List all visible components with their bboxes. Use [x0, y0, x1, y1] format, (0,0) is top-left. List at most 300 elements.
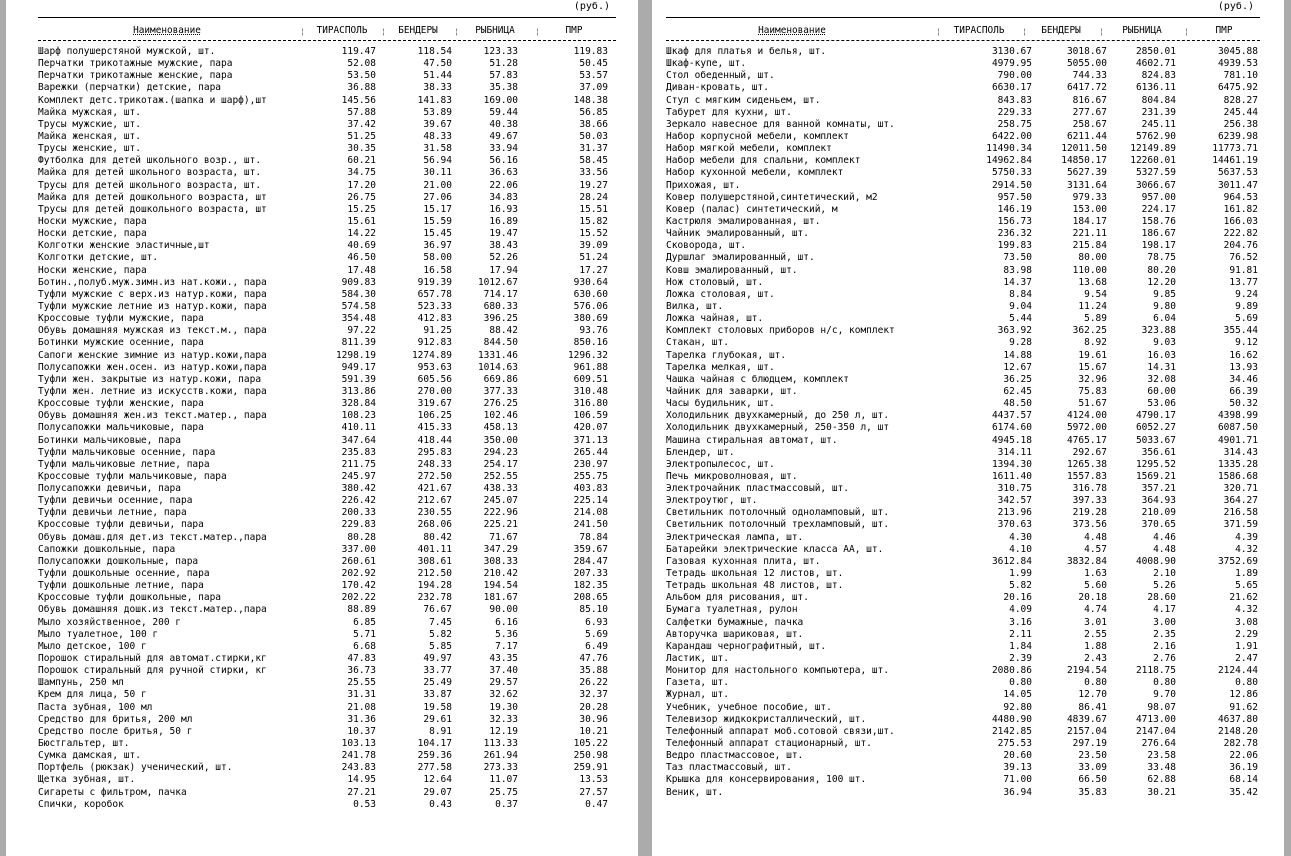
- item-name: Чайник для заварки, шт.: [666, 385, 798, 397]
- table-row: [38, 167, 616, 179]
- item-name: Телефонный аппарат стационарный, шт.: [666, 738, 872, 750]
- price-pmr: 47.76: [579, 653, 608, 665]
- price-pmr: 78.84: [579, 531, 608, 543]
- item-name: Мыло хозяйственное, 200 г: [38, 616, 181, 628]
- price-bendery: 5.82: [429, 628, 452, 640]
- item-name: Прихожая, шт.: [666, 179, 741, 191]
- price-tiraspol: 14.95: [347, 774, 376, 786]
- price-pmr: 182.35: [573, 580, 608, 592]
- price-tiraspol: 202.22: [341, 592, 376, 604]
- item-name: Журнал, шт.: [666, 689, 729, 701]
- price-rybnitsa: 5327.59: [1135, 167, 1176, 179]
- price-pmr: 320.71: [1223, 483, 1258, 495]
- price-rybnitsa: 669.86: [483, 373, 518, 385]
- item-name: Футболка для детей школьного возр., шт.: [38, 155, 262, 167]
- price-bendery: 4839.67: [1066, 713, 1107, 725]
- table-row: [38, 313, 616, 325]
- price-bendery: 3.01: [1084, 616, 1107, 628]
- price-bendery: 2.43: [1084, 653, 1107, 665]
- price-pmr: 2.47: [1235, 653, 1258, 665]
- price-bendery: 194.28: [417, 580, 452, 592]
- table-row: [666, 762, 1260, 774]
- price-bendery: 15.59: [423, 215, 452, 227]
- price-bendery: 397.33: [1072, 495, 1107, 507]
- item-name: Варежки (перчатки) детские, пара: [38, 82, 222, 94]
- item-name: Сигареты с фильтром, пачка: [38, 786, 187, 798]
- price-pmr: 359.67: [573, 543, 608, 555]
- price-rybnitsa: 231.39: [1141, 106, 1176, 118]
- price-tiraspol: 328.84: [341, 398, 376, 410]
- item-name: Чайник эмалированный, шт.: [666, 228, 809, 240]
- price-tiraspol: 354.48: [341, 313, 376, 325]
- table-row: [38, 131, 616, 143]
- table-row: [666, 556, 1260, 568]
- table-body: [666, 46, 1260, 799]
- price-bendery: 373.56: [1072, 519, 1107, 531]
- header-separator: ¦: [300, 27, 305, 36]
- table-row: [38, 337, 616, 349]
- price-bendery: 362.25: [1072, 325, 1107, 337]
- price-bendery: 30.11: [423, 167, 452, 179]
- price-bendery: 104.17: [417, 738, 452, 750]
- price-pmr: 37.09: [579, 82, 608, 94]
- table-row: [38, 289, 616, 301]
- price-tiraspol: 37.42: [347, 118, 376, 130]
- item-name: Электроутюг, шт.: [666, 495, 758, 507]
- price-tiraspol: 370.63: [997, 519, 1032, 531]
- price-pmr: 106.59: [573, 410, 608, 422]
- table-row: [666, 459, 1260, 471]
- item-name: Набор мебели для спальни, комплект: [666, 155, 861, 167]
- price-pmr: 3011.47: [1217, 179, 1258, 191]
- price-rybnitsa: 276.25: [483, 398, 518, 410]
- price-tiraspol: 584.30: [341, 288, 376, 300]
- price-rybnitsa: 5.26: [1153, 580, 1176, 592]
- price-tiraspol: 313.86: [341, 385, 376, 397]
- price-bendery: 215.84: [1072, 240, 1107, 252]
- item-name: Носки мужские, пара: [38, 215, 147, 227]
- price-pmr: 4637.80: [1217, 713, 1258, 725]
- price-rybnitsa: 59.44: [489, 106, 518, 118]
- table-row: [38, 70, 616, 82]
- table-row: [666, 507, 1260, 519]
- item-name: Обувь домашняя мужская из текст.м., пара: [38, 325, 267, 337]
- item-name: Кастрюля эмалированная, шт.: [666, 215, 821, 227]
- price-rybnitsa: 6052.27: [1135, 422, 1176, 434]
- header-bottom-rule: [38, 40, 616, 41]
- price-tiraspol: 92.80: [1003, 701, 1032, 713]
- price-pmr: 21.62: [1229, 592, 1258, 604]
- price-pmr: 6475.92: [1217, 82, 1258, 94]
- item-name: Колготки женские эластичные,шт: [38, 240, 210, 252]
- price-rybnitsa: 5033.67: [1135, 434, 1176, 446]
- price-pmr: 4939.53: [1217, 58, 1258, 70]
- price-rybnitsa: 2147.04: [1135, 725, 1176, 737]
- table-top-rule: [38, 17, 616, 18]
- price-rybnitsa: 714.17: [483, 288, 518, 300]
- price-pmr: 34.46: [1229, 373, 1258, 385]
- header-pmr: ПМР: [565, 25, 583, 36]
- price-tiraspol: 591.39: [341, 373, 376, 385]
- price-bendery: 38.33: [423, 82, 452, 94]
- price-tiraspol: 199.83: [997, 240, 1032, 252]
- price-pmr: 31.37: [579, 143, 608, 155]
- item-name: Светильник потолочный одноламповый, шт.: [666, 507, 890, 519]
- header-tiraspol: ТИРАСПОЛЬ: [953, 25, 1005, 36]
- table-row: [666, 386, 1260, 398]
- price-tiraspol: 4.10: [1009, 543, 1032, 555]
- price-pmr: 16.62: [1229, 349, 1258, 361]
- price-tiraspol: 88.89: [347, 604, 376, 616]
- price-rybnitsa: 19.30: [489, 701, 518, 713]
- price-rybnitsa: 28.60: [1147, 592, 1176, 604]
- table-row: [666, 192, 1260, 204]
- table-row: [666, 398, 1260, 410]
- price-rybnitsa: 33.94: [489, 143, 518, 155]
- table-row: [666, 617, 1260, 629]
- price-pmr: 310.48: [573, 385, 608, 397]
- price-bendery: 21.00: [423, 179, 452, 191]
- item-name: Шкаф для платья и белья, шт.: [666, 46, 827, 57]
- price-bendery: 4.48: [1084, 531, 1107, 543]
- table-row: [38, 192, 616, 204]
- table-row: [38, 58, 616, 70]
- price-tiraspol: 15.61: [347, 215, 376, 227]
- price-tiraspol: 236.32: [997, 228, 1032, 240]
- price-tiraspol: 46.50: [347, 252, 376, 264]
- item-name: Туфли девичьи осенние, пара: [38, 495, 193, 507]
- price-tiraspol: 5.44: [1009, 313, 1032, 325]
- price-rybnitsa: 12260.01: [1130, 155, 1176, 167]
- price-rybnitsa: 6136.11: [1135, 82, 1176, 94]
- item-name: Ботинки мальчиковые, пара: [38, 434, 181, 446]
- price-pmr: 5.69: [1235, 313, 1258, 325]
- table-row: [666, 592, 1260, 604]
- price-bendery: 76.67: [423, 604, 452, 616]
- price-tiraspol: 27.21: [347, 786, 376, 798]
- price-tiraspol: 909.83: [341, 276, 376, 288]
- price-bendery: 36.97: [423, 240, 452, 252]
- price-rybnitsa: 5762.90: [1135, 130, 1176, 142]
- price-tiraspol: 36.88: [347, 82, 376, 94]
- price-pmr: 403.83: [573, 483, 608, 495]
- price-rybnitsa: 370.65: [1141, 519, 1176, 531]
- item-name: Портфель (рюкзак) ученический, шт.: [38, 762, 233, 774]
- table-row: [38, 155, 616, 167]
- table-row: [666, 374, 1260, 386]
- table-row: [38, 787, 616, 799]
- price-rybnitsa: 225.21: [483, 519, 518, 531]
- price-rybnitsa: 0.80: [1153, 677, 1176, 689]
- header-name: Наименование: [758, 25, 826, 36]
- price-pmr: 51.24: [579, 252, 608, 264]
- price-tiraspol: 275.53: [997, 738, 1032, 750]
- price-rybnitsa: 36.63: [489, 167, 518, 179]
- price-rybnitsa: 357.21: [1141, 483, 1176, 495]
- price-tiraspol: 258.75: [997, 118, 1032, 130]
- price-bendery: 219.28: [1072, 507, 1107, 519]
- price-bendery: 277.58: [417, 762, 452, 774]
- price-pmr: 380.69: [573, 313, 608, 325]
- price-rybnitsa: 11.07: [489, 774, 518, 786]
- table-row: [666, 422, 1260, 434]
- price-rybnitsa: 222.96: [483, 507, 518, 519]
- item-name: Электрочайник пластмассовый, шт.: [666, 483, 850, 495]
- price-bendery: 153.00: [1072, 203, 1107, 215]
- price-pmr: 3045.88: [1217, 46, 1258, 57]
- item-name: Крем для лица, 50 г: [38, 689, 147, 701]
- price-bendery: 268.06: [417, 519, 452, 531]
- item-name: Ковш эмалированный, шт.: [666, 264, 798, 276]
- price-tiraspol: 80.28: [347, 531, 376, 543]
- item-name: Авторучка шариковая, шт.: [666, 628, 804, 640]
- price-bendery: 27.06: [423, 191, 452, 203]
- header-separator: ¦: [1184, 27, 1189, 36]
- price-tiraspol: 1611.40: [991, 470, 1032, 482]
- price-rybnitsa: 37.40: [489, 665, 518, 677]
- price-bendery: 230.55: [417, 507, 452, 519]
- price-rybnitsa: 4713.00: [1135, 713, 1176, 725]
- table-row: [38, 265, 616, 277]
- price-bendery: 91.25: [423, 325, 452, 337]
- price-pmr: 355.44: [1223, 325, 1258, 337]
- item-name: Носки детские, пара: [38, 228, 147, 240]
- item-name: Электрическая лампа, шт.: [666, 531, 804, 543]
- item-name: Салфетки бумажные, пачка: [666, 616, 804, 628]
- price-rybnitsa: 78.75: [1147, 252, 1176, 264]
- price-tiraspol: 146.19: [997, 203, 1032, 215]
- price-rybnitsa: 194.54: [483, 580, 518, 592]
- price-pmr: 0.47: [585, 798, 608, 810]
- document-page-left: [6, 0, 638, 856]
- price-bendery: 141.83: [417, 94, 452, 106]
- table-header: [666, 24, 1260, 38]
- price-tiraspol: 20.60: [1003, 750, 1032, 762]
- price-bendery: 272.50: [417, 470, 452, 482]
- price-tiraspol: 31.36: [347, 713, 376, 725]
- price-bendery: 53.89: [423, 106, 452, 118]
- table-row: [38, 447, 616, 459]
- table-row: [666, 95, 1260, 107]
- price-tiraspol: 103.13: [341, 738, 376, 750]
- item-name: Бумага туалетная, рулон: [666, 604, 798, 616]
- table-row: [38, 799, 616, 811]
- item-name: Трусы для детей школьного возраста, шт.: [38, 179, 262, 191]
- item-name: Крышка для консервирования, 100 шт.: [666, 774, 867, 786]
- item-name: Полусапожки мальчиковые, пара: [38, 422, 204, 434]
- table-row: [38, 471, 616, 483]
- table-row: [38, 702, 616, 714]
- price-bendery: 0.43: [429, 798, 452, 810]
- price-bendery: 919.39: [417, 276, 452, 288]
- table-row: [38, 422, 616, 434]
- price-pmr: 105.22: [573, 738, 608, 750]
- table-row: [38, 204, 616, 216]
- item-name: Майка для детей школьного возраста, шт.: [38, 167, 262, 179]
- price-tiraspol: 57.88: [347, 106, 376, 118]
- price-pmr: 4.32: [1235, 543, 1258, 555]
- price-rybnitsa: 261.94: [483, 750, 518, 762]
- price-rybnitsa: 210.42: [483, 568, 518, 580]
- price-bendery: 29.07: [423, 786, 452, 798]
- price-pmr: 204.76: [1223, 240, 1258, 252]
- price-tiraspol: 36.25: [1003, 373, 1032, 385]
- table-row: [666, 495, 1260, 507]
- item-name: Паста зубная, 100 мл: [38, 701, 153, 713]
- table-row: [38, 519, 616, 531]
- price-rybnitsa: 4008.90: [1135, 555, 1176, 567]
- price-bendery: 25.49: [423, 677, 452, 689]
- price-rybnitsa: 49.67: [489, 130, 518, 142]
- price-pmr: 2.29: [1235, 628, 1258, 640]
- price-pmr: 4.39: [1235, 531, 1258, 543]
- price-tiraspol: 31.31: [347, 689, 376, 701]
- price-tiraspol: 957.50: [997, 191, 1032, 203]
- price-tiraspol: 6630.17: [991, 82, 1032, 94]
- price-pmr: 0.80: [1235, 677, 1258, 689]
- price-rybnitsa: 40.38: [489, 118, 518, 130]
- item-name: Тетрадь школьная 12 листов, шт.: [666, 568, 844, 580]
- price-pmr: 53.57: [579, 70, 608, 82]
- price-bendery: 8.92: [1084, 337, 1107, 349]
- price-rybnitsa: 3066.67: [1135, 179, 1176, 191]
- price-rybnitsa: 2.16: [1153, 640, 1176, 652]
- table-row: [38, 556, 616, 568]
- price-rybnitsa: 308.33: [483, 555, 518, 567]
- price-bendery: 110.00: [1072, 264, 1107, 276]
- price-rybnitsa: 14.31: [1147, 361, 1176, 373]
- table-row: [666, 532, 1260, 544]
- table-row: [38, 641, 616, 653]
- item-name: Комплект детс.трикотаж.(шапка и шарф),шт: [38, 94, 267, 106]
- price-bendery: 58.00: [423, 252, 452, 264]
- price-pmr: 10.21: [579, 725, 608, 737]
- table-row: [666, 70, 1260, 82]
- price-rybnitsa: 1014.63: [477, 361, 518, 373]
- item-name: Холодильник двухкамерный, 250-350 л, шт: [666, 422, 890, 434]
- price-tiraspol: 17.48: [347, 264, 376, 276]
- item-name: Порошок стиральный для автомат.стирки,кг: [38, 653, 267, 665]
- price-tiraspol: 347.64: [341, 434, 376, 446]
- price-rybnitsa: 16.93: [489, 203, 518, 215]
- price-bendery: 2.55: [1084, 628, 1107, 640]
- price-pmr: 609.51: [573, 373, 608, 385]
- price-rybnitsa: 113.33: [483, 738, 518, 750]
- table-row: [38, 617, 616, 629]
- table-body: [38, 46, 616, 811]
- table-row: [38, 726, 616, 738]
- item-name: Сумка дамская, шт.: [38, 750, 141, 762]
- item-name: Набор корпусной мебели, комплект: [666, 130, 850, 142]
- price-bendery: 232.78: [417, 592, 452, 604]
- price-bendery: 523.33: [417, 300, 452, 312]
- table-row: [666, 568, 1260, 580]
- price-pmr: 259.91: [573, 762, 608, 774]
- price-bendery: 421.67: [417, 483, 452, 495]
- price-pmr: 13.77: [1229, 276, 1258, 288]
- price-tiraspol: 3130.67: [991, 46, 1032, 57]
- header-rybnitsa: РЫБНИЦА: [1122, 25, 1162, 36]
- price-tiraspol: 6.85: [353, 616, 376, 628]
- item-name: Перчатки трикотажные женские, пара: [38, 70, 233, 82]
- price-tiraspol: 4.30: [1009, 531, 1032, 543]
- price-rybnitsa: 33.48: [1147, 762, 1176, 774]
- price-bendery: 86.41: [1078, 701, 1107, 713]
- price-tiraspol: 14.22: [347, 228, 376, 240]
- price-rybnitsa: 680.33: [483, 300, 518, 312]
- price-pmr: 2124.44: [1217, 665, 1258, 677]
- price-rybnitsa: 60.00: [1147, 385, 1176, 397]
- price-pmr: 50.45: [579, 58, 608, 70]
- price-tiraspol: 2.11: [1009, 628, 1032, 640]
- price-tiraspol: 245.97: [341, 470, 376, 482]
- item-name: Дуршлаг эмалированный, шт.: [666, 252, 815, 264]
- price-rybnitsa: 38.43: [489, 240, 518, 252]
- price-rybnitsa: 29.57: [489, 677, 518, 689]
- price-bendery: 80.42: [423, 531, 452, 543]
- table-row: [666, 750, 1260, 762]
- price-bendery: 412.83: [417, 313, 452, 325]
- price-pmr: 1335.28: [1217, 458, 1258, 470]
- price-rybnitsa: 80.20: [1147, 264, 1176, 276]
- table-row: [38, 738, 616, 750]
- price-tiraspol: 10.37: [347, 725, 376, 737]
- table-row: [666, 240, 1260, 252]
- price-bendery: 12.64: [423, 774, 452, 786]
- item-name: Кроссовые туфли дошкольные, пара: [38, 592, 222, 604]
- item-name: Часы будильник, шт.: [666, 398, 775, 410]
- price-pmr: 66.39: [1229, 385, 1258, 397]
- price-tiraspol: 15.25: [347, 203, 376, 215]
- price-rybnitsa: 5.36: [495, 628, 518, 640]
- item-name: Трусы для детей дошкольного возраста, шт: [38, 203, 267, 215]
- price-pmr: 216.58: [1223, 507, 1258, 519]
- item-name: Обувь домашняя жен.из текст.матер., пара: [38, 410, 267, 422]
- price-pmr: 5637.53: [1217, 167, 1258, 179]
- price-bendery: 1557.83: [1066, 470, 1107, 482]
- price-tiraspol: 1.84: [1009, 640, 1032, 652]
- table-row: [666, 216, 1260, 228]
- table-row: [38, 592, 616, 604]
- price-bendery: 32.96: [1078, 373, 1107, 385]
- item-name: Карандаш чернографитный, шт.: [666, 640, 827, 652]
- price-pmr: 964.53: [1223, 191, 1258, 203]
- header-separator: ¦: [381, 27, 386, 36]
- price-bendery: 5.60: [1084, 580, 1107, 592]
- price-bendery: 297.19: [1072, 738, 1107, 750]
- price-rybnitsa: 844.50: [483, 337, 518, 349]
- price-rybnitsa: 102.46: [483, 410, 518, 422]
- table-row: [38, 410, 616, 422]
- price-pmr: 371.59: [1223, 519, 1258, 531]
- price-bendery: 15.67: [1078, 361, 1107, 373]
- price-rybnitsa: 123.33: [483, 46, 518, 57]
- table-row: [38, 580, 616, 592]
- price-tiraspol: 4979.95: [991, 58, 1032, 70]
- price-bendery: 29.61: [423, 713, 452, 725]
- price-tiraspol: 97.22: [347, 325, 376, 337]
- price-tiraspol: 14.88: [1003, 349, 1032, 361]
- price-rybnitsa: 90.00: [489, 604, 518, 616]
- price-bendery: 14850.17: [1061, 155, 1107, 167]
- price-pmr: 1586.68: [1217, 470, 1258, 482]
- table-row: [666, 82, 1260, 94]
- price-tiraspol: 6.68: [353, 640, 376, 652]
- price-tiraspol: 226.42: [341, 495, 376, 507]
- price-bendery: 47.50: [423, 58, 452, 70]
- item-name: Стакан, шт.: [666, 337, 729, 349]
- price-pmr: 850.16: [573, 337, 608, 349]
